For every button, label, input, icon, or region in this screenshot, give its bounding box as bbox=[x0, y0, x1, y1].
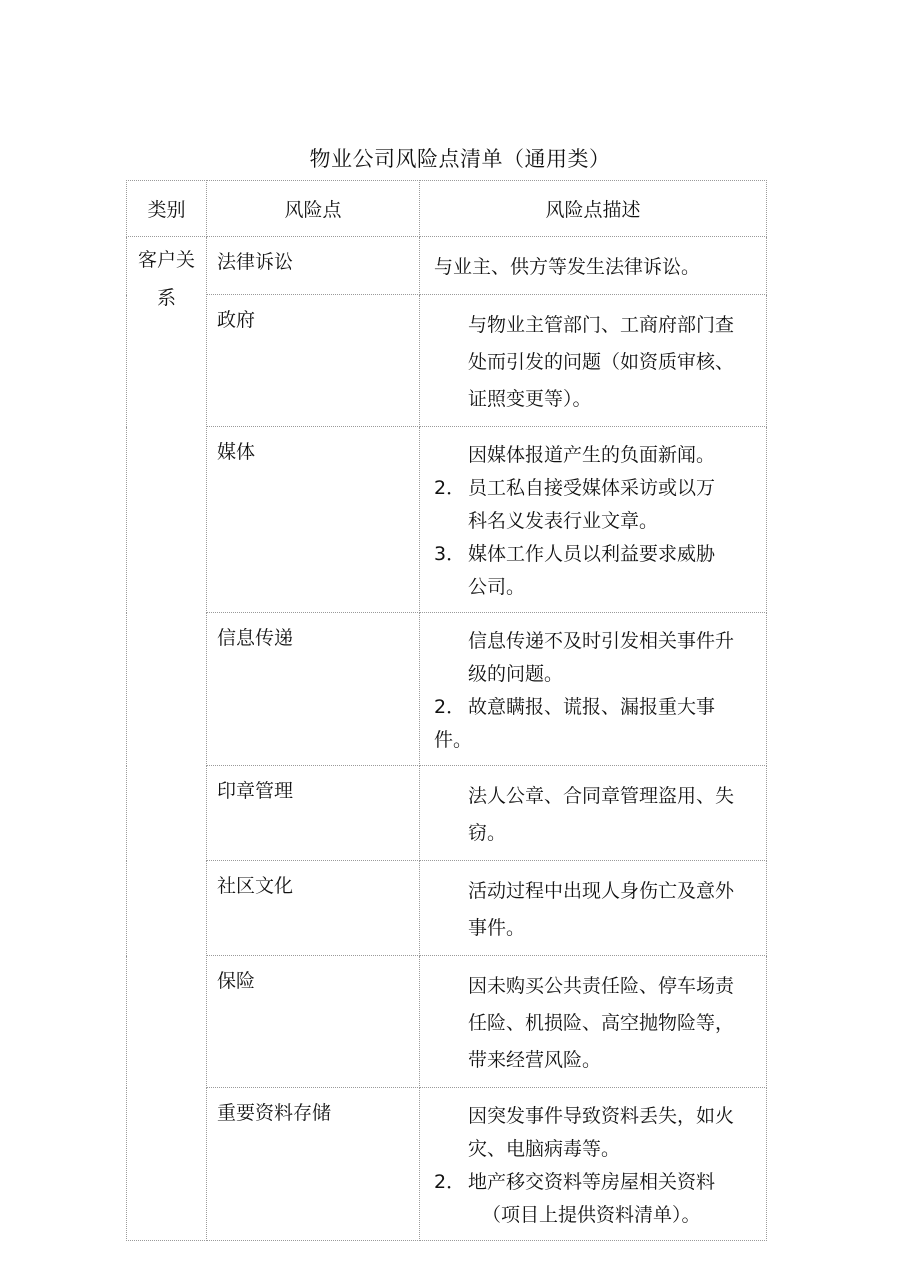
risk-desc-cell bbox=[420, 766, 767, 861]
risk-table bbox=[126, 180, 767, 1241]
desc-text: 员工私自接受媒体采访或以万 bbox=[468, 477, 716, 499]
risk-desc-cell bbox=[420, 1088, 767, 1241]
desc-text: 件。 bbox=[434, 729, 473, 751]
table-row bbox=[127, 861, 767, 956]
desc-line bbox=[434, 1100, 760, 1133]
desc-text: 证照变更等）。 bbox=[468, 388, 592, 410]
header-risk-desc: 风险点描述 bbox=[420, 181, 767, 237]
desc-line bbox=[434, 1005, 760, 1042]
desc-text: 公司。 bbox=[468, 576, 526, 598]
desc-line bbox=[434, 625, 760, 658]
desc-line bbox=[434, 778, 760, 815]
desc-text: 信息传递不及时引发相关事件升 bbox=[468, 630, 735, 652]
list-number: 3． bbox=[434, 543, 466, 565]
risk-desc-cell bbox=[420, 613, 767, 766]
desc-line bbox=[434, 538, 760, 571]
desc-line bbox=[434, 344, 760, 381]
desc-line bbox=[434, 381, 760, 418]
table-row bbox=[127, 295, 767, 427]
desc-line bbox=[434, 1133, 760, 1166]
desc-text: 带来经营风险。 bbox=[468, 1049, 602, 1071]
table-row bbox=[127, 613, 767, 766]
risk-point-cell: 政府 bbox=[207, 295, 420, 427]
desc-line bbox=[434, 815, 760, 852]
list-number: 2． bbox=[434, 1171, 466, 1193]
desc-text: 与物业主管部门、工商府部门查 bbox=[468, 314, 735, 336]
risk-point-cell: 社区文化 bbox=[207, 861, 420, 956]
risk-point-cell: 印章管理 bbox=[207, 766, 420, 861]
risk-point-cell: 保险 bbox=[207, 956, 420, 1088]
desc-line bbox=[434, 472, 760, 505]
risk-desc-cell bbox=[420, 295, 767, 427]
desc-text: 处而引发的问题（如资质审核、 bbox=[468, 351, 735, 373]
desc-line bbox=[434, 439, 760, 472]
desc-text: 与业主、供方等发生法律诉讼。 bbox=[434, 256, 701, 278]
desc-line bbox=[434, 968, 760, 1005]
table-row bbox=[127, 1088, 767, 1241]
table-row bbox=[127, 956, 767, 1088]
desc-text: 窃。 bbox=[468, 822, 507, 844]
category-cell bbox=[127, 237, 207, 1241]
list-number: 2． bbox=[434, 696, 466, 718]
desc-text: 因媒体报道产生的负面新闻。 bbox=[468, 444, 716, 466]
desc-text: 任险、机损险、高空抛物险等， bbox=[468, 1012, 735, 1034]
desc-line bbox=[434, 658, 760, 691]
table-row bbox=[127, 427, 767, 613]
header-risk-point: 风险点 bbox=[207, 181, 420, 237]
desc-text: 科名义发表行业文章。 bbox=[468, 510, 659, 532]
risk-desc-cell bbox=[420, 956, 767, 1088]
desc-line bbox=[434, 249, 760, 286]
desc-line bbox=[434, 691, 760, 724]
desc-line bbox=[434, 873, 760, 910]
table-row bbox=[127, 237, 767, 295]
risk-desc-cell bbox=[420, 237, 767, 295]
page-title: 物业公司风险点清单（通用类） bbox=[309, 147, 611, 171]
desc-line bbox=[434, 1199, 760, 1232]
desc-line bbox=[434, 724, 760, 757]
table-header-row bbox=[127, 181, 767, 237]
risk-point-cell: 重要资料存储 bbox=[207, 1088, 420, 1241]
table-row bbox=[127, 766, 767, 861]
desc-text: 地产移交资料等房屋相关资料 bbox=[468, 1171, 716, 1193]
risk-point-cell: 信息传递 bbox=[207, 613, 420, 766]
risk-point-cell: 法律诉讼 bbox=[207, 237, 420, 295]
desc-line bbox=[434, 910, 760, 947]
risk-desc-cell bbox=[420, 861, 767, 956]
header-category: 类别 bbox=[127, 181, 207, 237]
desc-text: 法人公章、合同章管理盗用、失 bbox=[468, 785, 735, 807]
risk-desc-cell bbox=[420, 427, 767, 613]
desc-text: 媒体工作人员以利益要求威胁 bbox=[468, 543, 716, 565]
desc-text: 事件。 bbox=[468, 917, 526, 939]
category-label: 客户关系 bbox=[137, 249, 195, 309]
desc-line bbox=[434, 505, 760, 538]
desc-text: 故意瞒报、谎报、漏报重大事 bbox=[468, 696, 716, 718]
desc-line bbox=[434, 1042, 760, 1079]
desc-text: 灾、电脑病毒等。 bbox=[468, 1138, 621, 1160]
list-number: 2． bbox=[434, 477, 466, 499]
risk-point-cell: 媒体 bbox=[207, 427, 420, 613]
desc-text: 活动过程中出现人身伤亡及意外 bbox=[468, 880, 735, 902]
desc-text: 级的问题。 bbox=[468, 663, 564, 685]
desc-line bbox=[434, 1166, 760, 1199]
desc-line bbox=[434, 307, 760, 344]
desc-text: 因未购买公共责任险、停车场责 bbox=[468, 975, 735, 997]
desc-text: （项目上提供资料清单）。 bbox=[482, 1204, 701, 1226]
desc-text: 因突发事件导致资料丢失，如火 bbox=[468, 1105, 735, 1127]
desc-line bbox=[434, 571, 760, 604]
